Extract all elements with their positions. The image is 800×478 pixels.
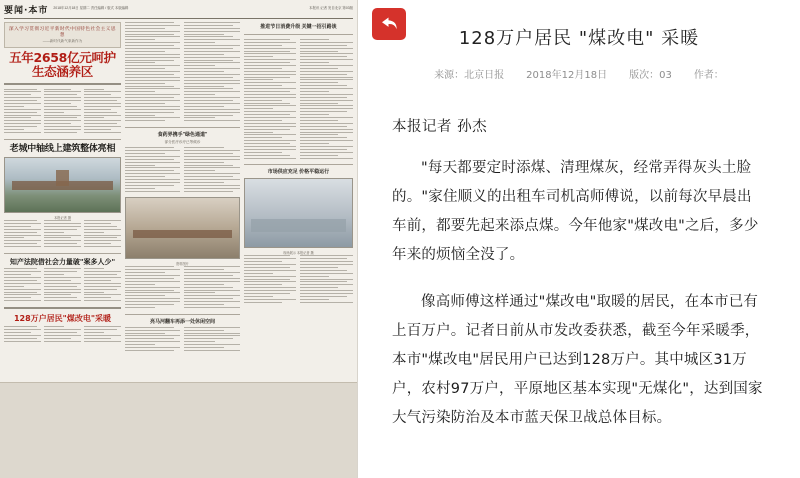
photo-caption: 资料图片 [176, 262, 189, 267]
page-bottom-shade [0, 382, 357, 478]
column-b-top-text [125, 22, 240, 123]
column-a-body-text-2 [4, 220, 121, 249]
divider [244, 164, 353, 165]
article-reader [358, 0, 800, 478]
back-arrow-icon [379, 15, 399, 33]
newspaper-masthead [4, 3, 353, 19]
city-photo [4, 157, 121, 213]
divider [4, 139, 121, 140]
column-b-lower-text [125, 266, 240, 309]
back-button[interactable] [372, 8, 406, 40]
masthead-title: 要闻·本市 [4, 6, 49, 16]
column-a-headline: 五年2658亿元呵护生态涵养区 [9, 50, 116, 79]
column-c-bottom-text [244, 255, 353, 304]
meta-source: 来源：北京日报 [434, 70, 505, 81]
column-a-bottom-body [4, 326, 121, 343]
divider [4, 83, 121, 85]
column-b-bottom-text [125, 327, 240, 353]
masthead-edition-info: 本报讯 记者 发自北京 第03版 [309, 6, 353, 10]
photo-caption: 本报记者 摄 [54, 216, 71, 221]
article-paragraph: 像高师傅这样通过"煤改电"取暖的居民，在本市已有上百万户。记者日前从市发改委获悉，截至今年采暖季，本市"煤改电"居民用户已达到128万户。其中城区31万户，农村97万户，平原地区基本实现"无煤化"，达到国家大气污染防治及本市蓝天保卫战总体目标。 [392, 294, 763, 426]
column-a-headline-2: 老城中轴线上建筑整体亮相 [9, 143, 116, 154]
banner-line-1: 深入学习贯彻习近平新时代中国特色社会主义思想 [8, 26, 116, 37]
meta-edition: 版次：03 [629, 70, 672, 81]
article-byline: 本报记者 孙杰 [392, 119, 488, 135]
divider [4, 253, 121, 254]
column-a-bottom-headline: 128万户居民"煤改电"采暖 [13, 314, 111, 324]
article-paragraph: "每天都要定时添煤、清理煤灰，经常弄得灰头土脸的。"家住顺义的出租车司机高师傅说，以前每次早晨出车前，都要先起来添点煤。今年他家"煤改电"之后，多少年来的烦恼全没了。 [392, 160, 759, 263]
banner-line-2: ——新时代新气象新作为 [42, 39, 83, 43]
masthead-subtitle: 2018年12月18日 星期二 责任编辑 / 版式 本版编辑 [53, 6, 129, 10]
column-c-top-text [244, 39, 353, 160]
divider [125, 127, 240, 128]
column-b-lower-headline: 亮马河翻车再添一处休闲空间 [149, 318, 215, 325]
column-b-mid-text [125, 147, 240, 193]
column-a-body-text [4, 89, 121, 135]
divider [125, 314, 240, 315]
column-c-top-headline: 推进节日消费升级 关键一招引路谈 [260, 24, 337, 30]
campaign-banner [4, 22, 121, 48]
hall-photo [125, 197, 240, 259]
meta-date: 2018年12月18日 [526, 70, 608, 81]
photo-caption: 现场展示 本报记者 摄 [283, 251, 314, 256]
column-a-body-text-3 [4, 268, 121, 303]
article-body [392, 154, 766, 433]
column-a-headline-3: 知产法院借社会力量破"案多人少" [9, 258, 116, 266]
column-b-top-headline: 食药界携手"绿色通道" [157, 132, 208, 139]
column-c-mid-headline: 市场供应充足 价格平稳运行 [267, 169, 330, 176]
divider [4, 307, 121, 309]
article-meta [392, 66, 766, 81]
expo-photo [244, 178, 353, 248]
meta-author: 作者： [693, 70, 724, 81]
newspaper-page-image[interactable] [0, 0, 358, 478]
article-title: 128万户居民 "煤改电" 采暖 [458, 28, 700, 49]
column-b-subline: 部分医疗诊疗已等候诊 [164, 140, 201, 145]
divider [244, 34, 353, 35]
